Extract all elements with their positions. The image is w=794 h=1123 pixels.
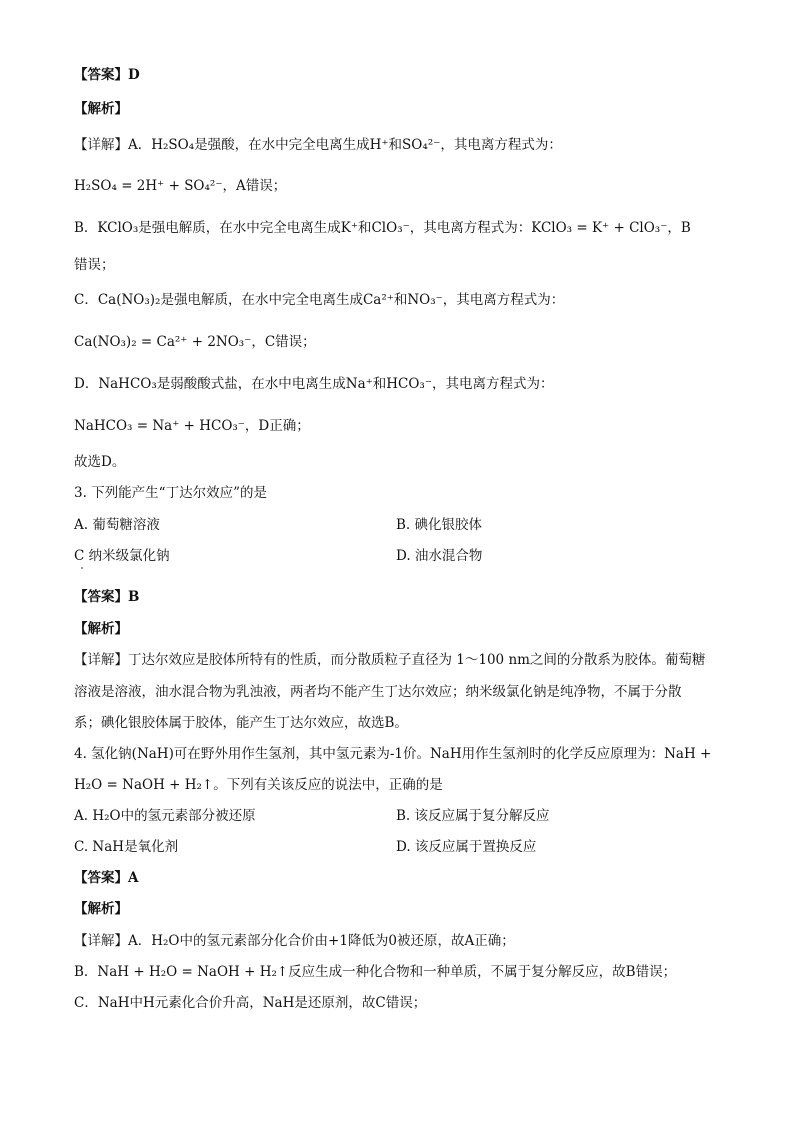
q3-option-b: B. 碘化银胶体 — [396, 517, 483, 533]
q4-detail-b: B．NaH + H₂O = NaOH + H₂↑反应生成一种化合物和一种单质，不属于复分解反应，故B错误； — [74, 964, 677, 980]
q4-option-c: C. NaH是氧化剂 — [74, 839, 179, 855]
q4-stem-line1: 4. 氢化钠(NaH)可在野外用作生氢剂，其中氢元素为-1价。NaH用作生氢剂时的化学反应原理为：NaH + — [74, 746, 712, 762]
q2-detail-d-line2: NaHCO₃ = Na⁺ + HCO₃⁻，D正确； — [74, 418, 310, 434]
q3-option-c: C 纳米级氯化钠 — [74, 548, 170, 564]
q3-stem: 3. 下列能产生“丁达尔效应”的是 — [74, 485, 267, 501]
q4-detail-c: C．NaH中H元素化合价升高，NaH是还原剂，故C错误； — [74, 995, 427, 1011]
q3-detail-line2: 溶液是溶液，油水混合物为乳浊液，两者均不能产生丁达尔效应；纳米级氯化钠是纯净物，不属于分散 — [74, 684, 682, 700]
q4-stem-line2: H₂O = NaOH + H₂↑。下列有关该反应的说法中，正确的是 — [74, 777, 443, 793]
q3-answer: 【答案】B — [74, 589, 140, 605]
q2-detail-d-line1: D．NaHCO₃是弱酸酸式盐，在水中电离生成Na⁺和HCO₃⁻，其电离方程式为： — [74, 376, 554, 392]
q3-detail-line1: 【详解】丁达尔效应是胶体所特有的性质，而分散质粒子直径为 1～100 nm之间的分散系为胶体。葡萄糖 — [74, 652, 706, 668]
q3-detail-line3: 系；碘化银胶体属于胶体，能产生丁达尔效应，故选B。 — [74, 715, 408, 731]
q2-detail-c-line2: Ca(NO₃)₂ = Ca²⁺ + 2NO₃⁻，C错误； — [74, 334, 316, 350]
q4-option-d: D. 该反应属于置换反应 — [396, 839, 537, 855]
q2-detail-a-line1: 【详解】A．H₂SO₄是强酸，在水中完全电离生成H⁺和SO₄²⁻，其电离方程式为： — [74, 137, 562, 153]
q2-detail-c-line1: C．Ca(NO₃)₂是强电解质，在水中完全电离生成Ca²⁺和NO₃⁻，其电离方程式为： — [74, 292, 565, 308]
q2-detail-b-line2: 错误； — [74, 257, 115, 273]
q4-option-b: B. 该反应属于复分解反应 — [396, 808, 550, 824]
q4-answer: 【答案】A — [74, 870, 139, 886]
q2-detail-a-line2: H₂SO₄ = 2H⁺ + SO₄²⁻，A错误； — [74, 178, 287, 194]
q4-analysis-heading: 【解析】 — [74, 901, 128, 917]
q3-option-a: A. 葡萄糖溶液 — [74, 517, 160, 533]
q2-detail-b-line1: B．KClO₃是强电解质，在水中完全电离生成K⁺和ClO₃⁻，其电离方程式为：KClO₃ = K⁺ + ClO₃⁻，B — [74, 220, 691, 236]
q4-detail-a: 【详解】A．H₂O中的氢元素部分化合价由+1降低为0被还原，故A正确； — [74, 933, 515, 949]
q2-answer: 【答案】D — [74, 67, 140, 83]
q2-conclusion: 故选D。 — [74, 454, 126, 470]
q3-analysis-heading: 【解析】 — [74, 621, 128, 637]
stray-dot — [81, 567, 83, 569]
q3-option-d: D. 油水混合物 — [396, 548, 483, 564]
q2-analysis-heading: 【解析】 — [74, 101, 128, 117]
q4-option-a: A. H₂O中的氢元素部分被还原 — [74, 808, 256, 824]
